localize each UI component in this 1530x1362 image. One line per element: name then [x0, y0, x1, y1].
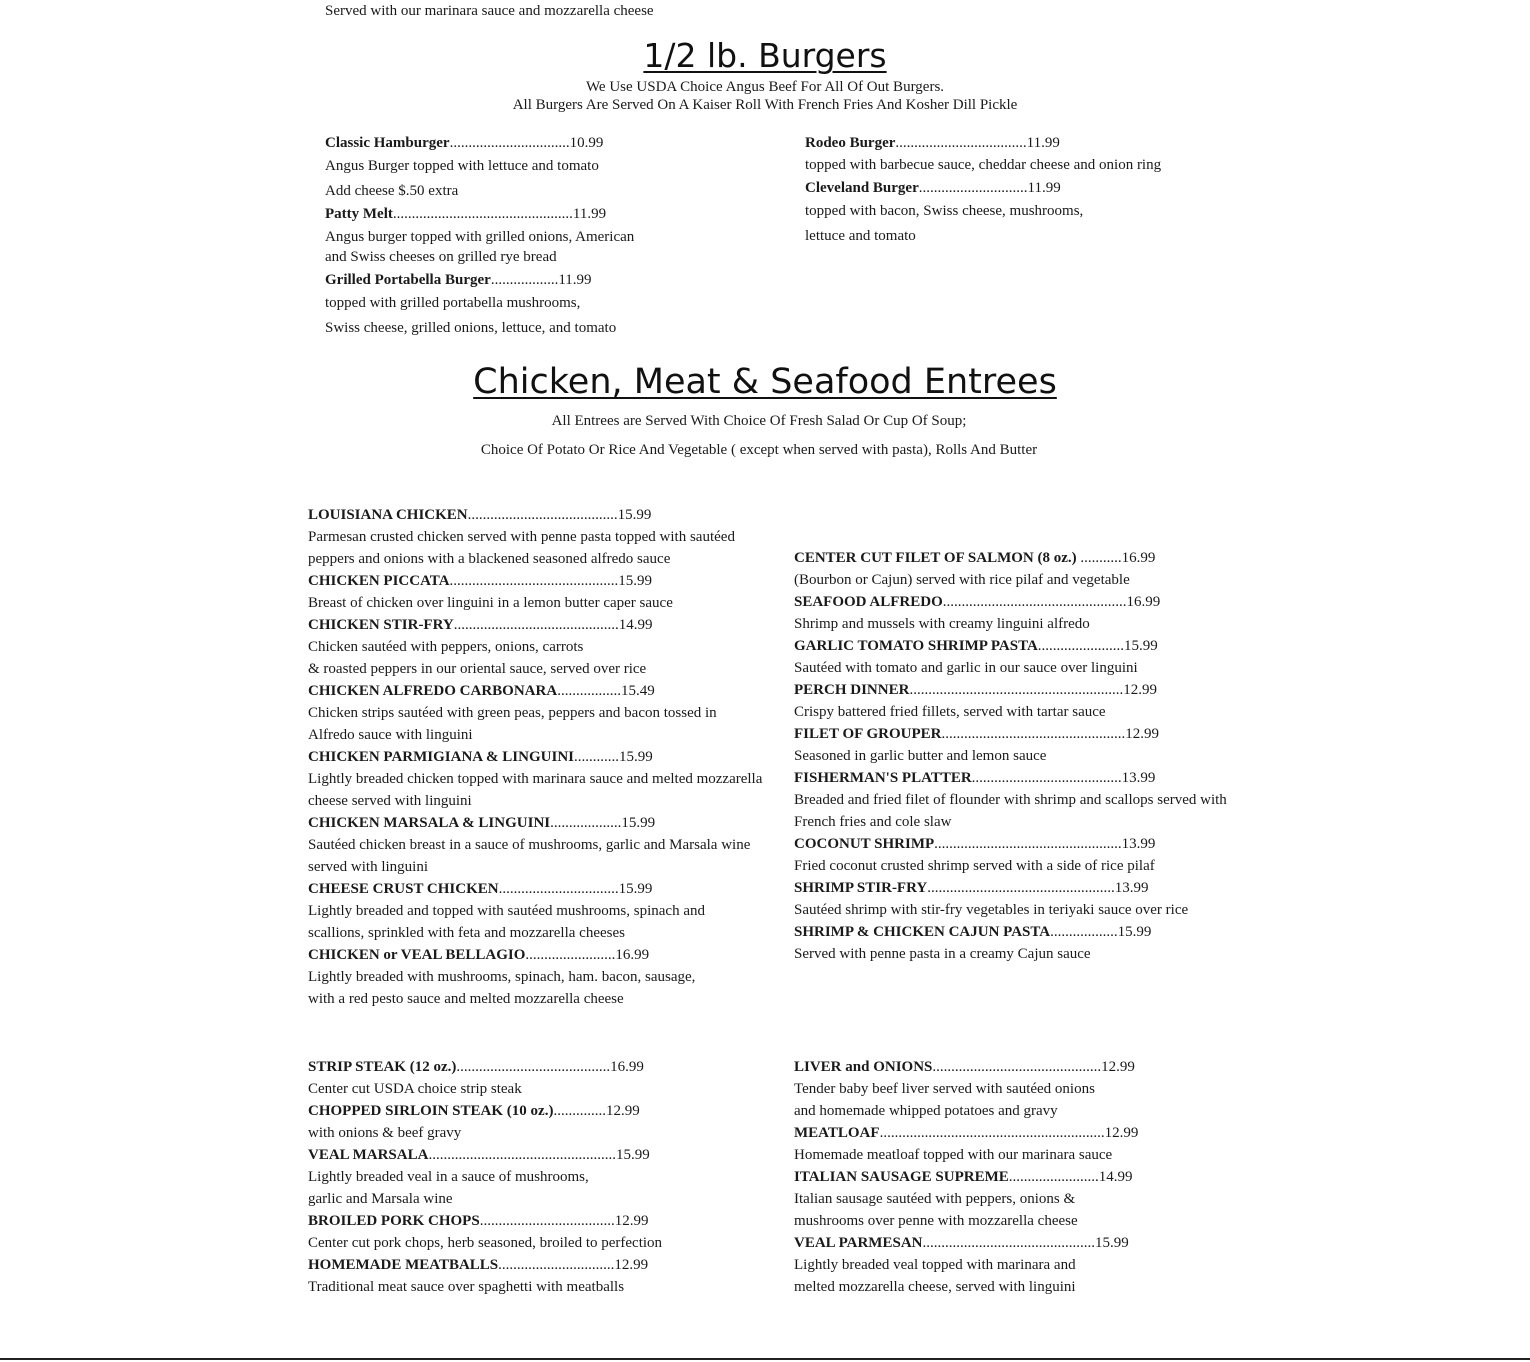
- burgers-note-1: We Use USDA Choice Angus Beef For All Of Out Burgers.: [585, 79, 945, 95]
- item-description: Shrimp and mussels with creamy linguini alfredo: [794, 616, 1090, 632]
- leader-dots: ............................................: [453, 617, 619, 633]
- burgers-right-column: [805, 132, 1161, 248]
- item-price: 15.99: [1094, 1235, 1129, 1251]
- menu-item-homemade-meatballs: [308, 1254, 662, 1276]
- bottom-divider: [0, 1358, 1530, 1360]
- item-description: Tender baby beef liver served with sautéed onions: [794, 1081, 1095, 1097]
- menu-item-shrimp-stir-fry: [794, 877, 1227, 899]
- leader-dots: ................................: [449, 135, 570, 151]
- item-name: VEAL PARMESAN: [794, 1235, 923, 1251]
- item-description: Center cut USDA choice strip steak: [308, 1081, 522, 1097]
- item-description: Chicken strips sautéed with green peas, peppers and bacon tossed in: [308, 705, 717, 721]
- item-description: garlic and Marsala wine: [308, 1191, 453, 1207]
- item-description: and Swiss cheeses on grilled rye bread: [325, 249, 557, 265]
- menu-item-chicken-or-veal-bellagio: [308, 944, 762, 966]
- item-price: 12.99: [614, 1257, 649, 1273]
- item-name: HOMEMADE MEATBALLS: [308, 1257, 499, 1273]
- leader-dots: ...............................: [498, 1257, 615, 1273]
- entrees-note-2: Choice Of Potato Or Rice And Vegetable ( except when served with pasta), Rolls And Butter: [480, 442, 1038, 458]
- item-description: with a red pesto sauce and melted mozzarella cheese: [308, 991, 624, 1007]
- item-description: Sautéed with tomato and garlic in our sauce over linguini: [794, 660, 1138, 676]
- seafood-column: [794, 547, 1227, 965]
- item-price: 14.99: [618, 617, 653, 633]
- item-name: CENTER CUT FILET OF SALMON (8 oz.): [794, 550, 1077, 566]
- item-description: Lightly breaded chicken topped with marinara sauce and melted mozzarella: [308, 771, 763, 787]
- item-name: Cleveland Burger: [805, 180, 919, 196]
- item-price: 11.99: [1027, 180, 1061, 196]
- item-price: 15.99: [615, 1147, 650, 1163]
- item-description: French fries and cole slaw: [794, 814, 952, 830]
- menu-item-liver-and-onions: [794, 1056, 1138, 1078]
- menu-item-perch-dinner: [794, 679, 1227, 701]
- menu-item-chopped-sirloin-steak: [308, 1100, 662, 1122]
- item-price: 15.99: [618, 573, 653, 589]
- item-description: Angus burger topped with grilled onions, American: [325, 229, 635, 245]
- menu-item-grilled-portabella-burger: [325, 269, 634, 291]
- item-name: ITALIAN SAUSAGE SUPREME: [794, 1169, 1009, 1185]
- entrees-heading: Chicken, Meat & Seafood Entrees: [473, 362, 1057, 402]
- item-description: Alfredo sauce with linguini: [308, 727, 473, 743]
- item-description: cheese served with linguini: [308, 793, 472, 809]
- leader-dots: ...................: [550, 815, 622, 831]
- leader-dots: .............................: [918, 180, 1028, 196]
- menu-item-cheese-crust-chicken: [308, 878, 762, 900]
- item-description: Swiss cheese, grilled onions, lettuce, and tomato: [325, 319, 617, 336]
- item-name: STRIP STEAK (12 oz.): [308, 1059, 457, 1075]
- menu-item-center-cut-filet-of-salmon: [794, 547, 1227, 569]
- item-description: peppers and onions with a blackened seasoned alfredo sauce: [308, 551, 671, 567]
- item-price: 14.99: [1098, 1169, 1133, 1185]
- leader-dots: .................: [557, 683, 621, 699]
- leader-dots: ........................................: [467, 507, 618, 523]
- menu-item-shrimp-chicken-cajun-pasta: [794, 921, 1227, 943]
- item-name: CHICKEN PICCATA: [308, 573, 450, 589]
- item-description: topped with grilled portabella mushrooms,: [325, 295, 581, 311]
- item-description: Add cheese $.50 extra: [325, 182, 459, 199]
- leader-dots: .................................................: [942, 594, 1127, 610]
- item-description: Lightly breaded with mushrooms, spinach, ham. bacon, sausage,: [308, 969, 696, 985]
- item-price: 12.99: [1101, 1059, 1135, 1075]
- item-price: 16.99: [615, 947, 650, 963]
- leader-dots: ................................: [498, 881, 619, 897]
- item-description: mushrooms over penne with mozzarella cheese: [794, 1213, 1078, 1229]
- item-name: FILET OF GROUPER: [794, 726, 942, 742]
- item-name: CHICKEN MARSALA & LINGUINI: [308, 815, 551, 831]
- item-name: LOUISIANA CHICKEN: [308, 507, 468, 523]
- item-name: PERCH DINNER: [794, 682, 910, 698]
- leader-dots: ..................: [490, 272, 559, 288]
- menu-item-veal-parmesan: [794, 1232, 1138, 1254]
- item-price: 16.99: [1126, 594, 1161, 610]
- item-name: VEAL MARSALA: [308, 1147, 429, 1163]
- leader-dots: ...................................: [895, 135, 1027, 151]
- item-price: 11.99: [558, 272, 592, 288]
- item-name: SHRIMP & CHICKEN CAJUN PASTA: [794, 924, 1051, 940]
- item-description: Seasoned in garlic butter and lemon sauce: [794, 748, 1047, 764]
- menu-item-louisiana-chicken: [308, 504, 762, 526]
- item-description: Sautéed shrimp with stir-fry vegetables in teriyaki sauce over rice: [794, 902, 1189, 918]
- menu-item-classic-hamburger: [325, 132, 634, 154]
- entrees-note-1: All Entrees are Served With Choice Of Fresh Salad Or Cup Of Soup;: [551, 413, 967, 429]
- item-price: 12.99: [605, 1103, 640, 1119]
- leader-dots: ..................................................: [927, 880, 1115, 896]
- item-price: 12.99: [614, 1213, 649, 1229]
- item-name: CHICKEN STIR-FRY: [308, 617, 454, 633]
- item-name: GARLIC TOMATO SHRIMP PASTA: [794, 638, 1038, 654]
- leader-dots: .............................................: [449, 573, 619, 589]
- leader-dots: ............................................................: [879, 1125, 1105, 1141]
- item-price: 13.99: [1121, 836, 1156, 852]
- leader-dots: .......................: [1037, 638, 1125, 654]
- leader-dots: ..................: [1050, 924, 1118, 940]
- menu-item-meatloaf: [794, 1122, 1138, 1144]
- menu-item-italian-sausage-supreme: [794, 1166, 1138, 1188]
- burgers-heading: 1/2 lb. Burgers: [643, 36, 887, 75]
- item-description: Chicken sautéed with peppers, onions, carrots: [308, 639, 584, 655]
- leader-dots: ................................................: [392, 206, 573, 222]
- menu-item-garlic-tomato-shrimp-pasta: [794, 635, 1227, 657]
- item-name: FISHERMAN'S PLATTER: [794, 770, 972, 786]
- item-description: topped with bacon, Swiss cheese, mushrooms,: [805, 203, 1084, 219]
- leader-dots: ............: [574, 749, 619, 765]
- item-price: 15.99: [618, 881, 653, 897]
- menu-item-seafood-alfredo: [794, 591, 1227, 613]
- leader-dots: .........................................................: [909, 682, 1124, 698]
- item-description: and homemade whipped potatoes and gravy: [794, 1103, 1058, 1119]
- leader-dots: .........................................: [456, 1059, 611, 1075]
- item-description: Breast of chicken over linguini in a lemon butter caper sauce: [308, 595, 673, 611]
- item-name: CHOPPED SIRLOIN STEAK (10 oz.): [308, 1103, 554, 1119]
- item-name: Rodeo Burger: [805, 135, 896, 151]
- menu-item-filet-of-grouper: [794, 723, 1227, 745]
- item-name: Patty Melt: [325, 206, 393, 222]
- leader-dots: ..............: [553, 1103, 606, 1119]
- item-name: BROILED PORK CHOPS: [308, 1213, 480, 1229]
- item-price: 16.99: [1121, 550, 1156, 566]
- item-name: CHICKEN or VEAL BELLAGIO: [308, 947, 526, 963]
- menu-item-veal-marsala: [308, 1144, 662, 1166]
- item-name: Classic Hamburger: [325, 135, 450, 151]
- leader-dots: .................................................: [941, 726, 1126, 742]
- item-price: 11.99: [572, 206, 607, 222]
- leader-dots: ..............................................: [922, 1235, 1095, 1251]
- menu-item-chicken-parmigiana-linguini: [308, 746, 762, 768]
- item-price: 16.99: [610, 1059, 644, 1075]
- item-price: 11.99: [1026, 135, 1060, 151]
- menu-item-patty-melt: [325, 203, 634, 225]
- item-price: 12.99: [1125, 726, 1160, 742]
- leader-dots: ...........: [1076, 550, 1122, 566]
- menu-item-strip-steak: [308, 1056, 662, 1078]
- item-description: Lightly breaded veal topped with marinara and: [794, 1257, 1076, 1273]
- leader-dots: ....................................: [479, 1213, 615, 1229]
- burgers-left-column: [325, 132, 634, 340]
- item-description: Sautéed chicken breast in a sauce of mushrooms, garlic and Marsala wine: [308, 837, 751, 853]
- item-price: 12.99: [1104, 1125, 1139, 1141]
- item-description: served with linguini: [308, 859, 428, 875]
- item-description: lettuce and tomato: [805, 227, 916, 244]
- item-description: scallions, sprinkled with feta and mozzarella cheeses: [308, 925, 625, 941]
- menu-item-chicken-stir-fry: [308, 614, 762, 636]
- item-price: 13.99: [1121, 770, 1156, 786]
- item-price: 15.99: [1117, 924, 1152, 940]
- leader-dots: .............................................: [932, 1059, 1102, 1075]
- item-price: 15.99: [1124, 638, 1158, 654]
- item-description: topped with barbecue sauce, cheddar cheese and onion ring: [805, 157, 1162, 173]
- menu-item-chicken-alfredo-carbonara: [308, 680, 762, 702]
- menu-item-chicken-piccata: [308, 570, 762, 592]
- item-description: (Bourbon or Cajun) served with rice pilaf and vegetable: [794, 572, 1130, 588]
- item-description: Angus Burger topped with lettuce and tomato: [325, 158, 599, 174]
- item-description: with onions & beef gravy: [308, 1125, 462, 1141]
- item-price: 10.99: [569, 135, 604, 151]
- item-description: Lightly breaded veal in a sauce of mushrooms,: [308, 1169, 589, 1185]
- item-description: Italian sausage sautéed with peppers, onions &: [794, 1191, 1076, 1207]
- item-description: Lightly breaded and topped with sautéed mushrooms, spinach and: [308, 903, 705, 919]
- item-description: melted mozzarella cheese, served with linguini: [794, 1279, 1076, 1295]
- item-name: CHEESE CRUST CHICKEN: [308, 881, 499, 897]
- item-description: Parmesan crusted chicken served with penne pasta topped with sautéed: [308, 529, 735, 545]
- item-name: SEAFOOD ALFREDO: [794, 594, 943, 610]
- item-description: Homemade meatloaf topped with our marinara sauce: [794, 1147, 1113, 1163]
- item-name: Grilled Portabella Burger: [325, 272, 491, 288]
- item-name: COCONUT SHRIMP: [794, 836, 935, 852]
- item-price: 12.99: [1123, 682, 1157, 698]
- chicken-column: [308, 504, 762, 1010]
- menu-item-coconut-shrimp: [794, 833, 1227, 855]
- burgers-note-2: All Burgers Are Served On A Kaiser Roll With French Fries And Kosher Dill Pickle: [512, 97, 1018, 113]
- menu-item-chicken-marsala-linguini: [308, 812, 762, 834]
- item-description: Traditional meat sauce over spaghetti with meatballs: [308, 1279, 625, 1295]
- leader-dots: ..................................................: [934, 836, 1122, 852]
- item-description: Center cut pork chops, herb seasoned, broiled to perfection: [308, 1235, 663, 1251]
- item-name: SHRIMP STIR-FRY: [794, 880, 928, 896]
- leader-dots: ........................................: [971, 770, 1122, 786]
- menu-item-rodeo-burger: [805, 132, 1161, 154]
- item-name: CHICKEN PARMIGIANA & LINGUINI: [308, 749, 574, 765]
- item-price: 15.49: [620, 683, 655, 699]
- meat-left-column: [308, 1056, 662, 1298]
- item-price: 13.99: [1114, 880, 1149, 896]
- menu-item-broiled-pork-chops: [308, 1210, 662, 1232]
- meat-right-column: [794, 1056, 1138, 1298]
- item-name: CHICKEN ALFREDO CARBONARA: [308, 683, 558, 699]
- item-description: Served with penne pasta in a creamy Cajun sauce: [794, 946, 1091, 962]
- leader-dots: ........................: [525, 947, 616, 963]
- item-description: Fried coconut crusted shrimp served with a side of rice pilaf: [794, 858, 1155, 874]
- item-description: Crispy battered fried fillets, served with tartar sauce: [794, 704, 1106, 720]
- item-name: LIVER and ONIONS: [794, 1059, 933, 1075]
- menu-item-fishermans-platter: [794, 767, 1227, 789]
- item-name: MEATLOAF: [794, 1125, 880, 1141]
- leader-dots: ..................................................: [428, 1147, 616, 1163]
- leader-dots: ........................: [1008, 1169, 1099, 1185]
- menu-item-cleveland-burger: [805, 177, 1161, 199]
- item-description: Breaded and fried filet of flounder with shrimp and scallops served with: [794, 792, 1227, 808]
- item-price: 15.99: [619, 749, 653, 765]
- intro-line: Served with our marinara sauce and mozzarella cheese: [325, 3, 654, 19]
- item-price: 15.99: [621, 815, 656, 831]
- item-description: & roasted peppers in our oriental sauce, served over rice: [308, 661, 647, 677]
- item-price: 15.99: [617, 507, 652, 523]
